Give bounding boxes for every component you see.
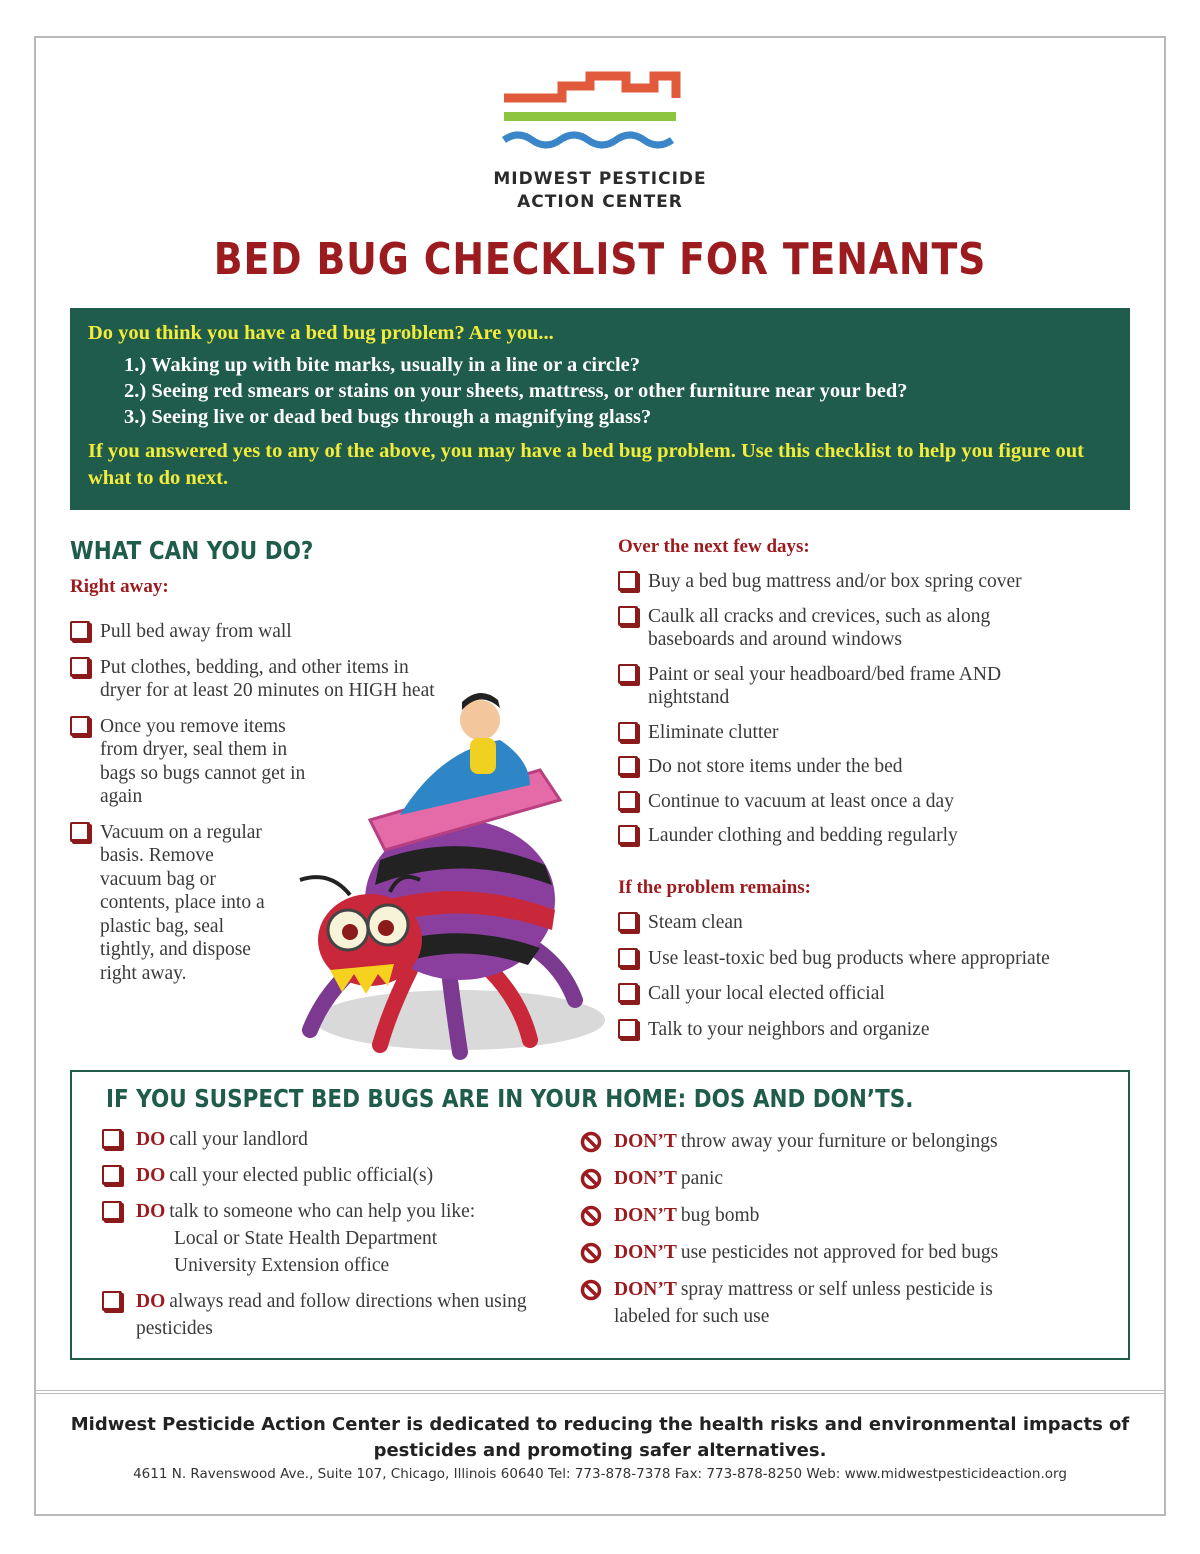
checklist-item[interactable]: Talk to your neighbors and organize: [618, 1018, 1128, 1042]
checklist-item[interactable]: Once you remove items from dryer, seal them in bags so bugs cannot get in again: [70, 715, 320, 809]
right-away-heading: Right away:: [70, 576, 169, 597]
logo-text: MIDWEST PESTICIDE ACTION CENTER: [493, 169, 707, 212]
dont-item: DON’T use pesticides not approved for bed bugs: [580, 1239, 1060, 1266]
checkbox-icon[interactable]: [102, 1129, 122, 1149]
dont-item: DON’T panic: [580, 1165, 1060, 1192]
mpac-logo-icon: [500, 68, 700, 158]
dont-item: DON’T spray mattress or self unless pesticide is labeled for such use: [580, 1276, 1050, 1330]
footer-address: 4611 N. Ravenswood Ave., Suite 107, Chicago, Illinois 60640 Tel: 773-878-7378 Fax: 773-878-8250 Web: www.midwestpesticideaction.org: [133, 1466, 1067, 1482]
next-days-checklist: [618, 570, 1098, 848]
checklist-item[interactable]: Pull bed away from wall: [70, 620, 450, 644]
intro-symptom-list: [88, 352, 1112, 430]
checklist-item[interactable]: Do not store items under the bed: [618, 755, 1098, 779]
checklist-item[interactable]: Eliminate clutter: [618, 721, 1098, 745]
checkbox-icon[interactable]: [618, 722, 638, 742]
dos-donts-title: IF YOU SUSPECT BED BUGS ARE IN YOUR HOME: DOS AND DON’TS.: [106, 1084, 914, 1113]
checkbox-icon[interactable]: [618, 571, 638, 591]
checkbox-icon[interactable]: [618, 756, 638, 776]
checkbox-icon[interactable]: [618, 1019, 638, 1039]
problem-remains-checklist: [618, 911, 1128, 1041]
footer-mission: Midwest Pesticide Action Center is dedicated to reducing the health risks and environmental impacts of pesticides and promoting safer alternatives.: [70, 1414, 1130, 1461]
do-item[interactable]: DO call your landlord: [102, 1126, 562, 1153]
checkbox-icon[interactable]: [102, 1165, 122, 1185]
checklist-item[interactable]: Call your local elected official: [618, 982, 1128, 1006]
next-days-heading: Over the next few days:: [618, 536, 810, 557]
checklist-item[interactable]: Steam clean: [618, 911, 1128, 935]
list-item: 3.) Seeing live or dead bed bugs through a magnifying glass?: [124, 406, 652, 428]
checklist-item[interactable]: Buy a bed bug mattress and/or box spring cover: [618, 570, 1098, 594]
checklist-item[interactable]: Caulk all cracks and crevices, such as along baseboards and around windows: [618, 605, 1058, 652]
checklist-item[interactable]: Paint or seal your headboard/bed frame AND nightstand: [618, 663, 1078, 710]
prohibited-icon: [580, 1205, 602, 1227]
checkbox-icon[interactable]: [70, 716, 90, 736]
checkbox-icon[interactable]: [618, 912, 638, 932]
checkbox-icon[interactable]: [618, 791, 638, 811]
list-item: 2.) Seeing red smears or stains on your sheets, mattress, or other furniture near your bed?: [124, 380, 908, 402]
checklist-item[interactable]: Continue to vacuum at least once a day: [618, 790, 1098, 814]
intro-conclusion: If you answered yes to any of the above, you may have a bed bug problem. Use this checklist to help you figure out what to do next.: [88, 440, 1085, 489]
what-can-you-do-heading: WHAT CAN YOU DO?: [70, 536, 314, 565]
do-item[interactable]: DO call your elected public official(s): [102, 1162, 562, 1189]
checklist-item[interactable]: Put clothes, bedding, and other items in dryer for at least 20 minutes on HIGH heat: [70, 656, 440, 703]
prohibited-icon: [580, 1131, 602, 1153]
donts-list: [580, 1128, 1060, 1330]
checkbox-icon[interactable]: [70, 822, 90, 842]
page-title: BED BUG CHECKLIST FOR TENANTS: [213, 234, 987, 285]
problem-remains-heading: If the problem remains:: [618, 877, 811, 898]
intro-question: Do you think you have a bed bug problem? Are you...: [88, 322, 554, 344]
dos-list: [102, 1126, 562, 1342]
do-item[interactable]: DO always read and follow directions when using pesticides: [102, 1288, 562, 1342]
intro-panel: [70, 308, 1130, 510]
prohibited-icon: [580, 1242, 602, 1264]
checklist-item[interactable]: Use least-toxic bed bug products where appropriate: [618, 947, 1128, 971]
checkbox-icon[interactable]: [618, 948, 638, 968]
bed-bug-illustration-icon: [270, 680, 610, 1060]
checkbox-icon[interactable]: [70, 657, 90, 677]
checkbox-icon[interactable]: [618, 825, 638, 845]
dont-item: DON’T throw away your furniture or belongings: [580, 1128, 1060, 1155]
prohibited-icon: [580, 1279, 602, 1301]
checkbox-icon[interactable]: [102, 1291, 122, 1311]
prohibited-icon: [580, 1168, 602, 1190]
footer-divider: [36, 1390, 1164, 1394]
checkbox-icon[interactable]: [618, 606, 638, 626]
checklist-item[interactable]: Launder clothing and bedding regularly: [618, 824, 1098, 848]
checkbox-icon[interactable]: [70, 621, 90, 641]
checkbox-icon[interactable]: [618, 664, 638, 684]
checkbox-icon[interactable]: [618, 983, 638, 1003]
do-item[interactable]: DO talk to someone who can help you like: Local or State Health Department University Extension office: [102, 1198, 562, 1279]
checkbox-icon[interactable]: [102, 1201, 122, 1221]
checklist-item[interactable]: Vacuum on a regular basis. Remove vacuum bag or contents, place into a plastic bag, seal tightly, and dispose right away.: [70, 821, 270, 986]
dont-item: DON’T bug bomb: [580, 1202, 1060, 1229]
list-item: 1.) Waking up with bite marks, usually in a line or a circle?: [124, 354, 640, 376]
